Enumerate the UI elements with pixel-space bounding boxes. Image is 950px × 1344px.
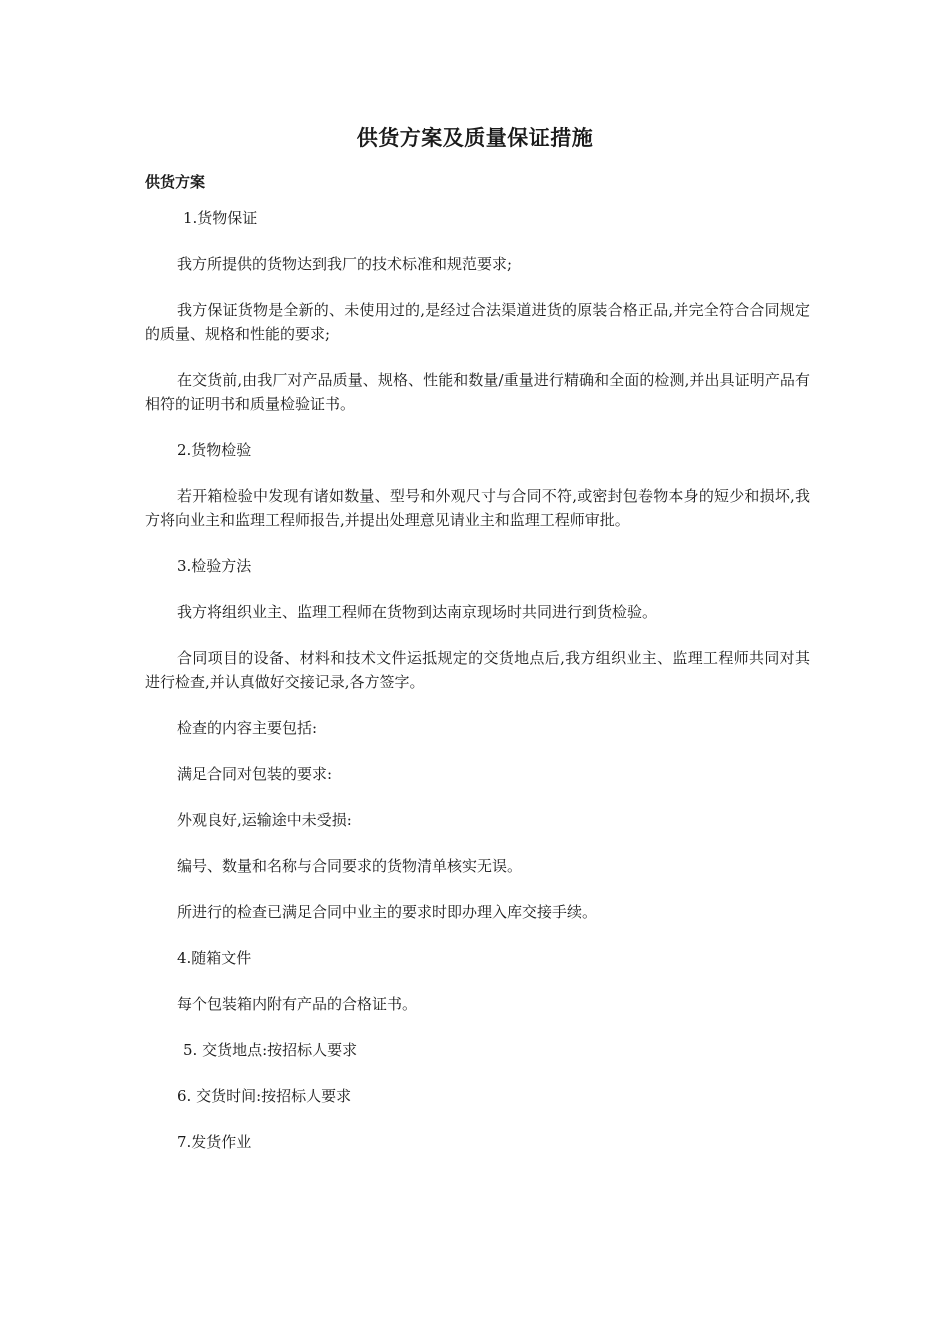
item-heading-goods-inspection: 2.货物检验 (177, 441, 252, 459)
paragraph: 外观良好,运输途中未受损: (177, 811, 352, 829)
paragraph: 我方保证货物是全新的、未使用过的,是经过合法渠道进货的原装合格正品,并完全符合合同规定的质量、规格和性能的要求; (145, 301, 810, 343)
paragraph: 合同项目的设备、材料和技术文件运抵规定的交货地点后,我方组织业主、监理工程师共同对其进行检查,并认真做好交接记录,各方签字。 (145, 649, 810, 691)
item-heading-packing-documents: 4.随箱文件 (177, 949, 252, 967)
document-title: 供货方案及质量保证措施 (356, 126, 594, 150)
item-heading-inspection-method: 3.检验方法 (177, 557, 252, 575)
paragraph: 每个包装箱内附有产品的合格证书。 (177, 995, 418, 1013)
paragraph: 满足合同对包装的要求: (177, 765, 333, 783)
item-heading-delivery-location: 5. 交货地点:按招标人要求 (183, 1041, 358, 1059)
section-title: 供货方案 (145, 173, 206, 191)
paragraph: 若开箱检验中发现有诸如数量、型号和外观尺寸与合同不符,或密封包卷物本身的短少和损坏,我方将向业主和监理工程师报告,并提出处理意见请业主和监理工程师审批。 (145, 487, 810, 529)
item-heading-goods-guarantee: 1.货物保证 (183, 209, 258, 227)
paragraph: 我方将组织业主、监理工程师在货物到达南京现场时共同进行到货检验。 (177, 603, 658, 621)
paragraph: 编号、数量和名称与合同要求的货物清单核实无误。 (177, 857, 523, 875)
item-heading-shipping-operation: 7.发货作业 (177, 1133, 252, 1151)
document-body (145, 206, 810, 1176)
paragraph: 检查的内容主要包括: (177, 719, 318, 737)
item-heading-delivery-time: 6. 交货时间:按招标人要求 (177, 1087, 352, 1105)
paragraph: 所进行的检查已满足合同中业主的要求时即办理入库交接手续。 (177, 903, 598, 921)
paragraph: 我方所提供的货物达到我厂的技术标准和规范要求; (177, 255, 513, 273)
paragraph: 在交货前,由我厂对产品质量、规格、性能和数量/重量进行精确和全面的检测,并出具证明产品有相符的证明书和质量检验证书。 (145, 371, 810, 413)
